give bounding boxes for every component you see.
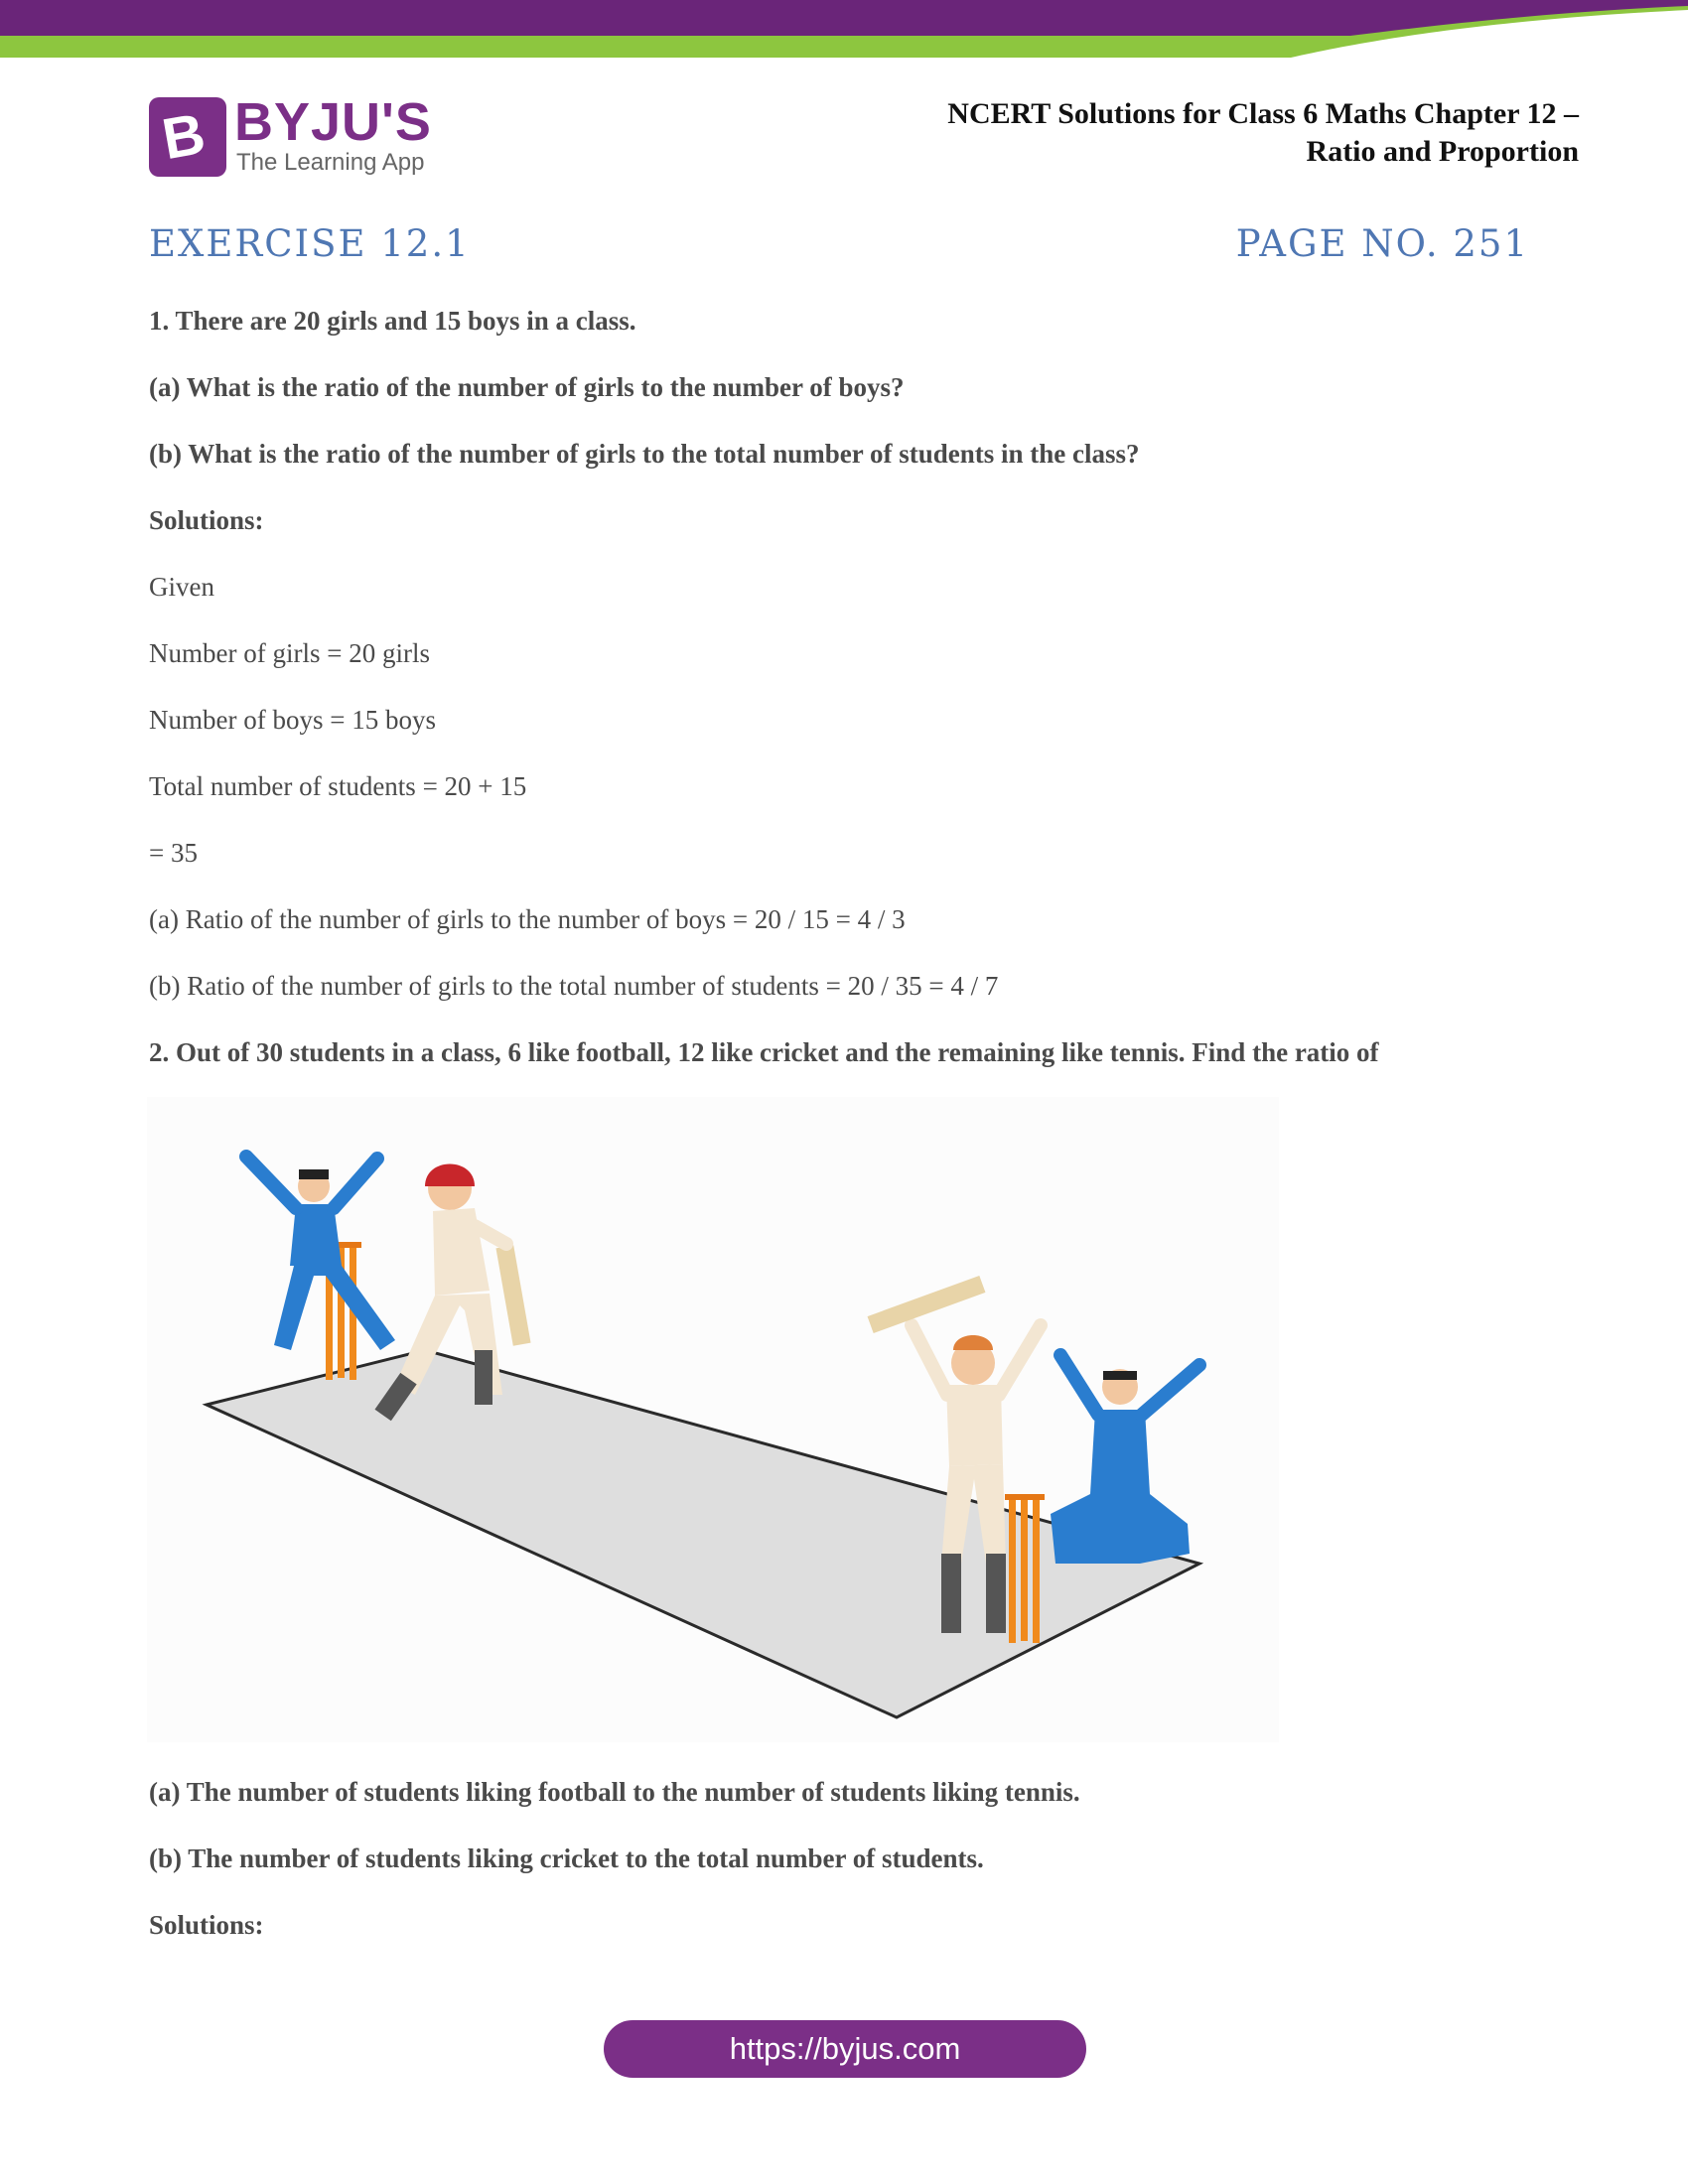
title-line-2: Ratio and Proportion bbox=[1306, 135, 1579, 168]
q2-solutions-label: Solutions: bbox=[149, 1910, 264, 1940]
q1-solution-line: Number of girls = 20 girls bbox=[149, 638, 430, 668]
byjus-logo bbox=[149, 92, 447, 183]
q1-part-a: (a) What is the ratio of the number of girls to the number of boys? bbox=[149, 372, 905, 402]
logo-tagline: The Learning App bbox=[236, 149, 425, 176]
q2-part-b: (b) The number of students liking cricket to the total number of students. bbox=[149, 1843, 984, 1873]
fielder-left-icon bbox=[246, 1157, 395, 1350]
q1-solution-line: Total number of students = 20 + 15 bbox=[149, 771, 527, 801]
cricket-pitch bbox=[207, 1350, 1199, 1717]
q1-solutions-label: Solutions: bbox=[149, 505, 264, 535]
document-title bbox=[824, 95, 1579, 171]
title-line-1: NCERT Solutions for Class 6 Maths Chapter 12 – bbox=[947, 97, 1579, 130]
logo-mark: B bbox=[149, 97, 226, 177]
footer-url-link[interactable]: https://byjus.com bbox=[604, 2020, 1086, 2078]
fielder-right-icon bbox=[1051, 1355, 1199, 1564]
page-number-heading: PAGE NO. 251 bbox=[1235, 222, 1529, 265]
q2-part-a: (a) The number of students liking football to the number of students liking tennis. bbox=[149, 1777, 1080, 1807]
cricket-illustration bbox=[147, 1097, 1279, 1742]
top-decorative-band bbox=[0, 0, 1688, 60]
q1-solution-line: Given bbox=[149, 572, 214, 602]
q1-solution-line: Number of boys = 15 boys bbox=[149, 705, 436, 735]
q1-question: 1. There are 20 girls and 15 boys in a class. bbox=[149, 306, 636, 336]
logo-name: BYJU'S bbox=[234, 92, 432, 152]
right-wickets-icon bbox=[1005, 1494, 1045, 1643]
q1-solution-line: (b) Ratio of the number of girls to the total number of students = 20 / 35 = 4 / 7 bbox=[149, 971, 999, 1001]
q1-solution-line: = 35 bbox=[149, 838, 198, 868]
q1-solution-line: (a) Ratio of the number of girls to the number of boys = 20 / 15 = 4 / 3 bbox=[149, 904, 906, 934]
q1-part-b: (b) What is the ratio of the number of girls to the total number of students in the class? bbox=[149, 439, 1140, 469]
exercise-heading: EXERCISE 12.1 bbox=[149, 222, 471, 265]
q2-question: 2. Out of 30 students in a class, 6 like football, 12 like cricket and the remaining like tennis. Find the ratio of bbox=[149, 1037, 1379, 1067]
